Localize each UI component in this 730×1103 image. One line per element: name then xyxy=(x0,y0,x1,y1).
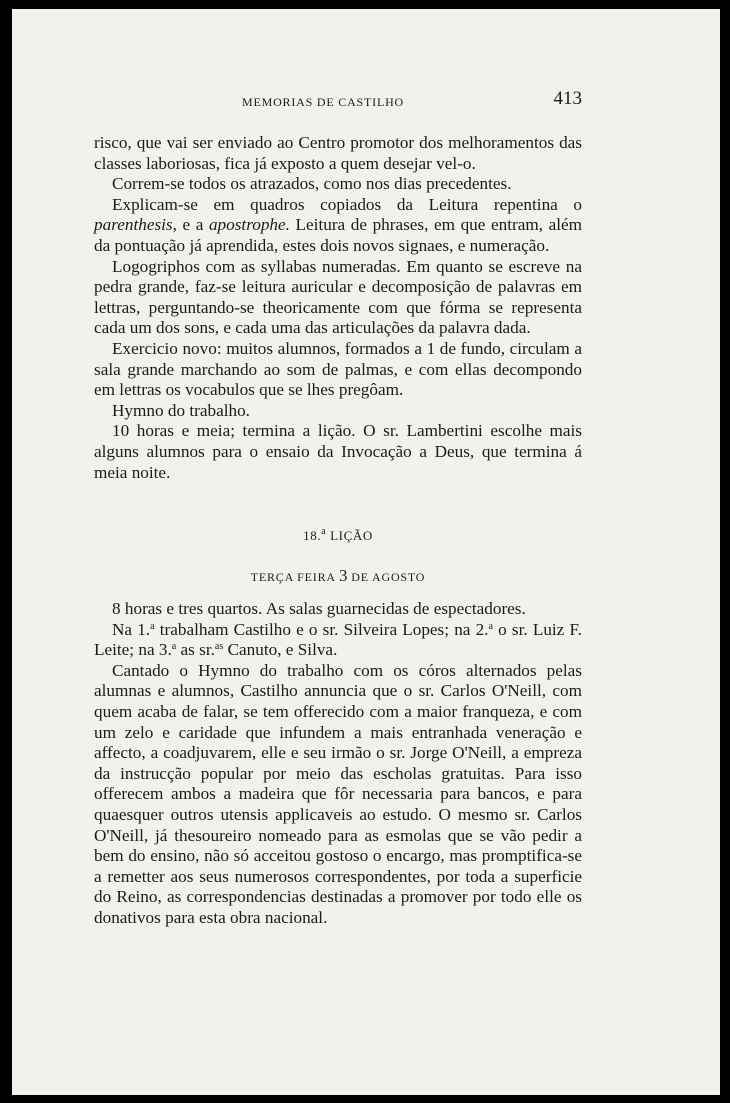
paragraph-text: Na 1. xyxy=(112,619,151,639)
lesson-heading xyxy=(94,528,582,544)
paragraph-text: Leitura de phrases, em que entram, além da pontuação já aprendida, estes dois novos signaes, e numeração. xyxy=(94,215,583,255)
running-title: MEMORIAS DE CASTILHO xyxy=(242,95,405,109)
ordinal-superscript: a xyxy=(150,620,155,632)
paragraph xyxy=(94,620,582,661)
paragraph: Logogriphos com as syllabas numeradas. Em quanto se escreve na pedra grande, faz-se leitura auricular e decomposição de palavras em lettras, perguntando-se theoricamente com que fórma se representa cada um dos sons, e cada uma das articulações da palavra dada. xyxy=(94,256,582,338)
date-month: DE AGOSTO xyxy=(347,570,426,584)
paragraph-text: Canuto, e Silva. xyxy=(223,640,338,660)
page-number: 413 xyxy=(553,88,582,109)
date-weekday: TERÇA FEIRA xyxy=(250,570,339,584)
page-header xyxy=(94,88,582,115)
italic-term: parenthesis, xyxy=(94,215,177,235)
ordinal-superscript: a xyxy=(171,641,177,653)
paragraph-text: o sr. Luiz F. Leite; na 3. xyxy=(94,619,582,660)
paragraph-text: e a xyxy=(176,215,209,235)
paragraph: Correm-se todos os atrazados, como nos dias precedentes. xyxy=(112,174,512,194)
paragraph: Exercicio novo: muitos alumnos, formados a 1 de fundo, circulam a sala grande marchando ao som de palmas, e com ellas decompondo em lettras os vocabulos que se lhes pregôam. xyxy=(94,338,582,400)
body-before-section xyxy=(94,133,582,483)
ordinal-superscript: a xyxy=(488,620,493,632)
italic-term: apostrophe. xyxy=(208,215,290,235)
paragraph: 8 horas e tres quartos. As salas guarnecidas de espectadores. xyxy=(112,599,526,618)
ordinal-superscript: as xyxy=(214,641,224,653)
date-day: 3 xyxy=(338,566,348,585)
paragraph: Hymno do trabalho. xyxy=(112,400,250,420)
paragraph-text: Explicam-se em quadros copiados da Leitura repentina o xyxy=(112,194,582,214)
lesson-number: 18. xyxy=(303,528,322,543)
paragraph: risco, que vai ser enviado ao Centro promotor dos melhoramentos das classes laboriosas, fica já exposto a quem desejar vel-o. xyxy=(94,133,582,173)
paragraph: Cantado o Hymno do trabalho com os córos alternados pelas alumnas e alumnos, Castilho annuncia que o sr. Carlos O'Neill, com quem acaba de falar, se tem offerecido com a maior franqueza, e com um zelo e caridade que infundem a mais entranhada veneração e affecto, a coadjuvarem, elle e seu irmão o sr. Jorge O'Neill, a empreza da instrucção popular por meio das escholas gratuitas. Para isso offerecem ambos a madeira que fôr necessaria para bancos, e para quaesquer outros utensis applicaveis ao estudo. O mesmo sr. Carlos O'Neill, já thesoureiro nomeado para as esmolas que se vão pedir a bem do ensino, não só acceitou gostoso o encargo, mas promptifica-se a remetter aos seus numerosos correspondentes, por toda a superficie do Reino, as correspondencias destinadas a promover por todo elle os donativos para esta obra nacional. xyxy=(94,660,582,927)
paragraph xyxy=(94,195,582,257)
paragraph-text: as sr. xyxy=(176,640,215,660)
ordinal-superscript: a xyxy=(321,526,327,537)
paragraph-text: trabalham Castilho e o sr. Silveira Lopes; na 2. xyxy=(154,619,489,639)
book-page xyxy=(12,9,720,1095)
body-after-section xyxy=(94,599,582,929)
lesson-word: LIÇÃO xyxy=(326,528,373,543)
paragraph: 10 horas e meia; termina a lição. O sr. Lambertini escolhe mais alguns alumnos para o ensaio da Invocação a Deus, que termina á meia noite. xyxy=(94,421,582,482)
lesson-date xyxy=(94,566,582,586)
